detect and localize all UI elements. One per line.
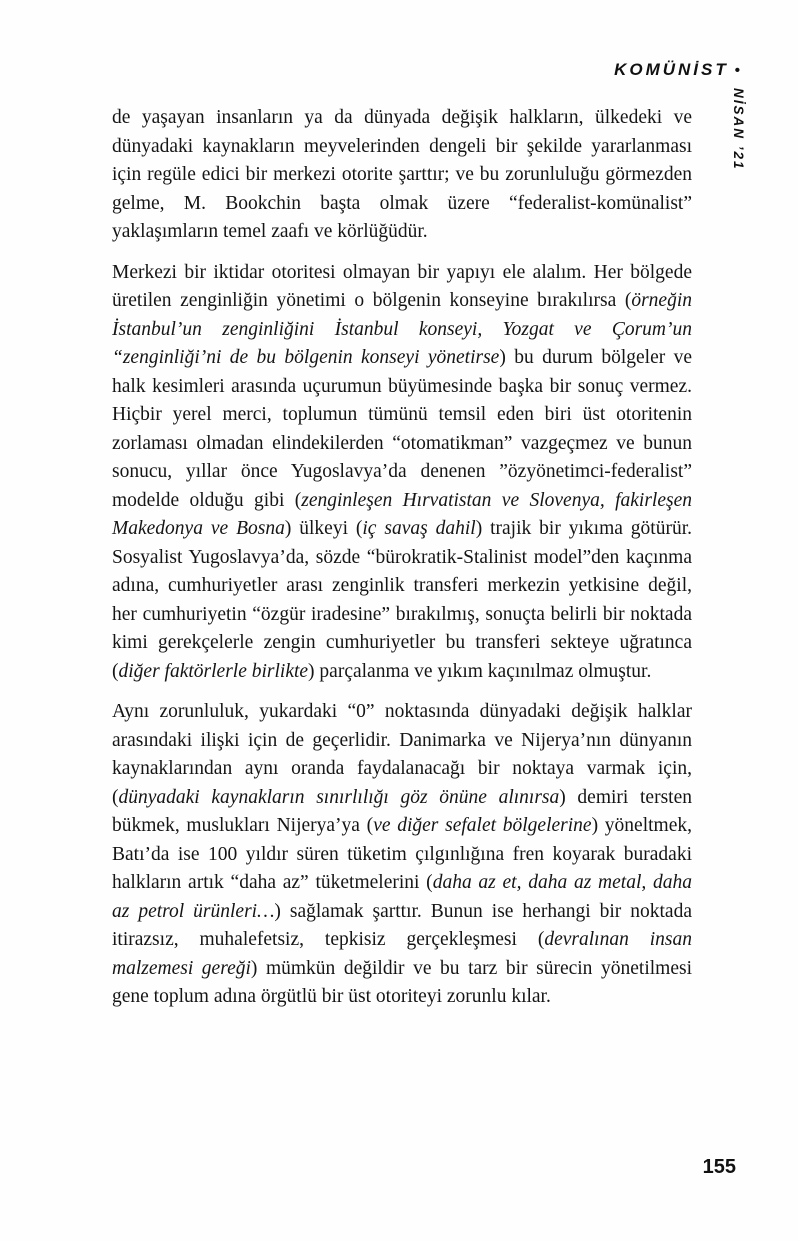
italic-text-segment: iç savaş dahil [362, 518, 476, 539]
italic-text-segment: zenginleşen Hırvatistan ve Slovenya, fakirleşen Makedonya ve Bosna [112, 489, 692, 539]
paragraph [112, 104, 692, 247]
italic-text-segment: ve diğer sefalet bölgelerine [373, 815, 592, 836]
page-number: 155 [702, 1156, 736, 1178]
text-segment: ) parçalanma ve yıkım kaçınılmaz olmuştur. [308, 660, 652, 682]
text-segment: ) yöneltmek, Batı’da ise 100 yıldır süren tüketim çılgınlığına fren koyarak buradaki halkların artık “daha az” tüketmelerini ( [112, 815, 692, 893]
text-segment: Aynı zorunluluk, yukardaki “0” noktasında dünyadaki değişik halklar arasındaki ilişki için de geçerlidir. Danimarka ve Nijerya’nın dünyanın kaynaklarından aynı oranda faydalanacağı bir noktaya varmak için, ( [112, 701, 692, 808]
paragraph [112, 259, 692, 687]
text-segment: ) bu durum bölgeler ve halk kesimleri arasında uçurumun büyümesinde başka bir sonuç vermez. Hiçbir yerel merci, toplumun tümünü temsil eden biri üst otoritenin zorlaması olmadan elindekilerden “otomatikman” vazgeçmez ve bunun sonucu, yıllar önce Yugoslavya’da denenen ”özyönetimci-federalist” modelde olduğu gibi ( [112, 347, 693, 511]
italic-text-segment: dünyadaki kaynakların sınırlılığı göz önüne alınırsa [118, 786, 560, 808]
italic-text-segment: diğer faktörlerle birlikte [118, 660, 309, 682]
text-segment: ) demiri tersten bükmek, muslukları Nijerya’ya ( [112, 786, 692, 836]
masthead-title: KOMÜNİST [614, 60, 729, 79]
text-segment: de yaşayan insanların ya da dünyada değişik halkların, ülkedeki ve dünyadaki kaynakların meyvelerinden dengeli bir şekilde yararlanması için regüle edici bir merkezi otorite şarttır; ve bu zorunluluğu görmezden gelme, M. Bookchin başta olmak üzere “federalist-komünalist” yaklaşımların temel zaafı ve körlüğüdür. [112, 107, 692, 242]
text-segment: ) trajik bir yıkıma götürür. Sosyalist Yugoslavya’da, sözde “bürokratik-Stalinist model”den kaçınma adına, cumhuriyetler arası zenginlik transferi merkezin yetkisine değil, her cumhuriyetin “özgür iradesine” bırakılmış, sonuçta belirli bir noktada kimi gerekçelerle zengin cumhuriyetler bu transferi sekteye uğratınca ( [112, 518, 692, 682]
masthead-bullet-icon: • [734, 62, 740, 79]
text-segment: ) sağlamak şarttır. Bunun ise herhangi bir noktada itirazsız, muhalefetsiz, tepkisiz gerçekleşmesi ( [112, 900, 692, 950]
text-segment: ) ülkeyi ( [284, 518, 363, 539]
italic-text-segment: daha az et, daha az metal, daha az petrol ürünleri… [112, 872, 693, 922]
paragraph [112, 698, 692, 1012]
text-segment: Merkezi bir iktidar otoritesi olmayan bir yapıyı ele alalım. Her bölgede üretilen zenginliğin yönetimi o bölgenin konseyine bırakılırsa ( [112, 261, 692, 311]
magazine-masthead [614, 60, 740, 80]
page-body [112, 104, 692, 1024]
italic-text-segment: devralınan insan malzemesi gereği [112, 929, 692, 979]
edition-date-vertical: NİSAN ’21 [731, 88, 746, 171]
text-segment: ) mümkün değildir ve bu tarz bir sürecin yönetilmesi gene toplum adına örgütlü bir üst otoriteyi zorunlu kılar. [112, 957, 692, 1007]
italic-text-segment: örneğin İstanbul’un zenginliğini İstanbul konseyi, Yozgat ve Çorum’un “zenginliği’ni de bu bölgenin konseyi yönetirse [112, 290, 692, 368]
